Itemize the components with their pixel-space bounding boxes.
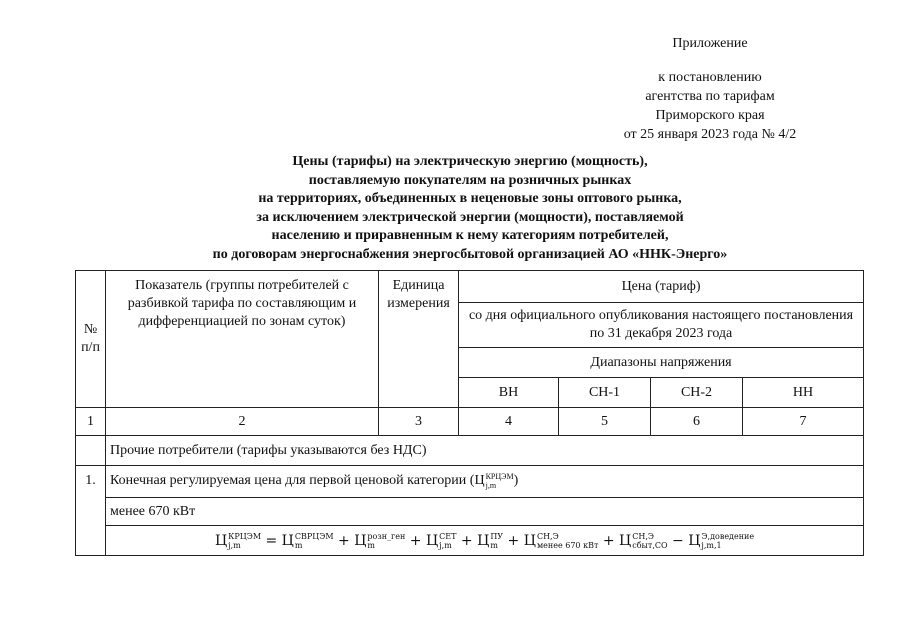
- appendix-block: [560, 34, 860, 144]
- title-line: на территориях, объединенных в неценовые зоны оптового рынка,: [258, 191, 682, 206]
- header-unit: Единица измерения: [379, 271, 459, 408]
- item-symbol: Ц: [474, 473, 485, 489]
- section-row: Прочие потребители (тарифы указываются без НДС): [106, 436, 864, 466]
- col-number: 3: [379, 408, 459, 436]
- header-price: Цена (тариф): [459, 271, 864, 303]
- appendix-label: Приложение: [672, 36, 748, 51]
- title-line: по договорам энергоснабжения энергосбытовой организацией АО «ННК-Энерго»: [212, 246, 728, 262]
- col-number: 1: [76, 408, 106, 436]
- col-number: 5: [559, 408, 651, 436]
- col-number: 7: [743, 408, 864, 436]
- voltage-vn: ВН: [459, 378, 559, 408]
- tariff-table: [75, 270, 864, 556]
- title-line: за исключением электрической энергии (мощности), поставляемой: [256, 209, 684, 225]
- title-line: населению и приравненным к нему категориям потребителей,: [271, 228, 669, 243]
- header-num: № п/п: [76, 271, 106, 408]
- subrow-capacity: менее 670 кВт: [106, 498, 864, 526]
- appendix-agency: агентства по тарифам: [645, 89, 775, 104]
- item-row: Конечная регулируемая цена для первой ценовой категории (Ц КРЦЭМ j,m ): [106, 466, 864, 498]
- col-number: 4: [459, 408, 559, 436]
- price-formula: Ц КРЦЭМ j,m = Ц СВРЦЭМ m + Ц розн_ген m + Ц СЕТ j,m + Ц ПУ m + Ц СН,Э менее 670 кВт + Ц СН,Э сбыт,СО − Ц Э,доведение j,m,1: [106, 526, 864, 556]
- document-title: [150, 153, 790, 264]
- header-period: со дня официального опубликования настоящего постановления по 31 декабря 2023 года: [459, 303, 864, 348]
- title-line: Цены (тарифы) на электрическую энергию (мощность),: [292, 154, 648, 169]
- title-line: поставляемую покупателям на розничных рынках: [308, 172, 632, 188]
- item-number: 1.: [76, 466, 106, 556]
- voltage-sn2: СН-2: [651, 378, 743, 408]
- voltage-sn1: СН-1: [559, 378, 651, 408]
- header-voltage: Диапазоны напряжения: [459, 348, 864, 378]
- col-number: 6: [651, 408, 743, 436]
- appendix-date-number: от 25 января 2023 года № 4/2: [623, 127, 797, 142]
- col-number: 2: [106, 408, 379, 436]
- header-indicator: Показатель (группы потребителей с разбивкой тарифа по составляющим и дифференциацией по зонам суток): [106, 271, 379, 408]
- appendix-to-decree: к постановлению: [658, 70, 762, 85]
- voltage-nn: НН: [743, 378, 864, 408]
- item-text: Конечная регулируемая цена для первой ценовой категории: [110, 473, 467, 489]
- appendix-region: Приморского края: [655, 108, 765, 123]
